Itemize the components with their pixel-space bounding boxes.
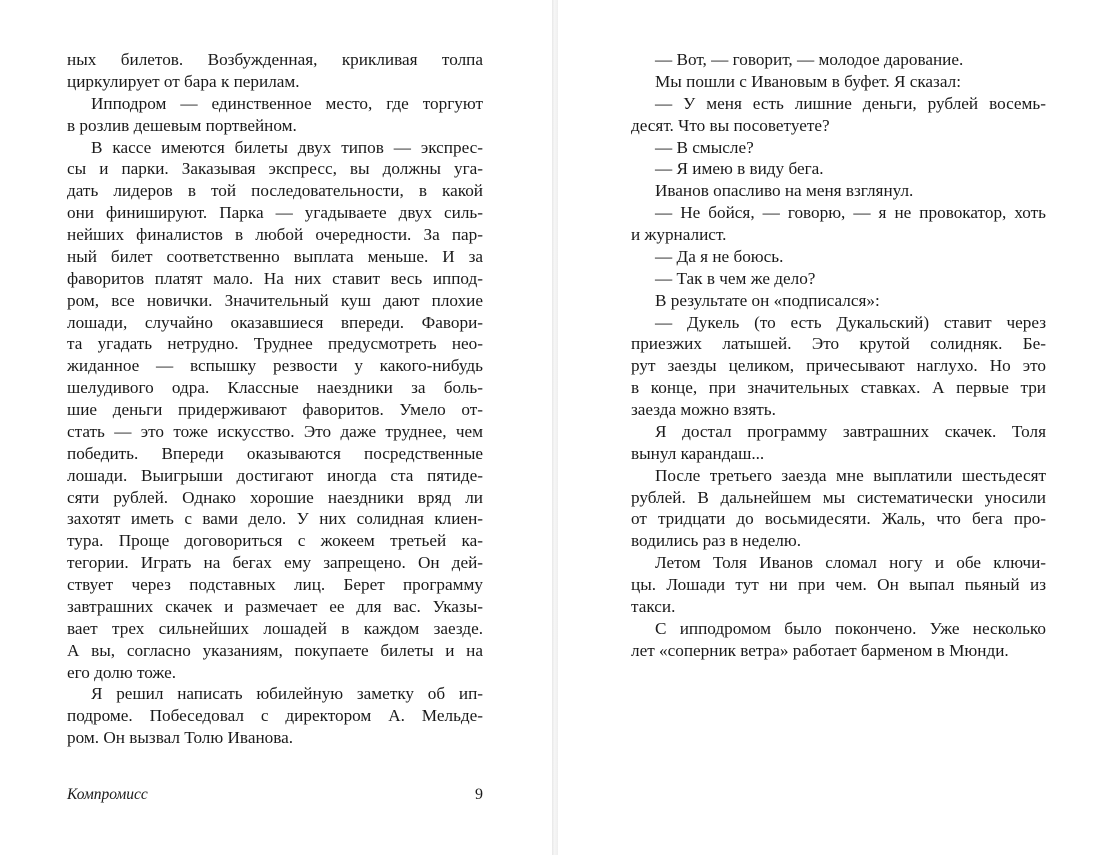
text-line: приезжих латышей. Это крутой солидняк. Бе- (631, 334, 1046, 354)
text-line: сы и парки. Заказывая экспресс, вы должны уга- (67, 159, 483, 179)
text-line: рублей. В дальнейшем мы систематически уносили (631, 487, 1046, 507)
text-line: тура. Проще договориться с жокеем третьей ка- (67, 531, 483, 551)
running-title: Компромисс (67, 786, 148, 803)
text-line: — Дукель (то есть Дукальский) ставит через (655, 312, 1046, 332)
text-line: в конце, при значительных ставках. А первые три (631, 378, 1046, 398)
right-page-body (631, 49, 1046, 662)
page-number: 9 (475, 786, 483, 803)
text-line: его долю тоже. (67, 662, 176, 682)
text-line: шие деньги придерживают фаворитов. Умело от- (67, 400, 483, 419)
text-line: от тридцати до восьмидесяти. Жаль, что бега про- (631, 509, 1046, 529)
text-line: шелудивого одра. Классные наездники за боль- (67, 378, 483, 398)
text-line: вынул карандаш... (631, 443, 765, 463)
text-line: подроме. Побеседовал с директором А. Мельде- (67, 706, 483, 726)
text-line: Я достал программу завтрашних скачек. Толя (655, 421, 1046, 441)
text-line: — Вот, — говорит, — молодое дарование. (655, 50, 964, 69)
text-line: Иванов опасливо на меня взглянул. (655, 181, 914, 201)
text-line: — Не бойся, — говорю, — я не провокатор, хоть (655, 203, 1046, 223)
right-page (558, 0, 1112, 855)
text-line: стать — это тоже искусство. Это даже труднее, чем (67, 421, 483, 441)
text-line: Ипподром — единственное место, где торгуют (91, 93, 483, 113)
text-line: в розлив дешевым портвейном. (67, 115, 297, 135)
text-line: вает трех сильнейших лошадей в каждом заезде. (67, 618, 483, 638)
text-line: ром, все новички. Значительный куш дают плохие (67, 290, 483, 310)
text-line: такси. (631, 596, 676, 616)
text-line: ствует через подставных лиц. Берет программу (67, 575, 483, 594)
text-line: та угадать нетрудно. Труднее предусмотреть нео- (67, 334, 483, 354)
text-line: ром. Он вызвал Толю Иванова. (67, 728, 294, 748)
text-line: ный билет соответственно выплата меньше. И за (67, 246, 483, 266)
text-line: заезда можно взять. (631, 400, 776, 419)
text-line: рут заезды целиком, причесывают наглухо. Но это (631, 356, 1046, 376)
text-line: завтрашних скачек и размечает ее для вас. Указы- (67, 596, 483, 616)
text-line: лошади. Выигрыши достигают иногда ста пятиде- (67, 465, 483, 485)
text-line: С ипподромом было покончено. Уже несколько (655, 618, 1046, 638)
text-line: лет «соперник ветра» работает барменом в Мюнди. (631, 640, 1009, 660)
text-line: нейших финалистов в любой очередности. За пар- (67, 225, 483, 244)
text-line: — Я имею в виду бега. (655, 159, 824, 179)
text-line: фаворитов платят мало. На них ставит весь иппод- (67, 268, 483, 288)
text-line: циркулирует от бара к перилам. (67, 71, 300, 91)
text-line: В результате он «подписался»: (655, 290, 880, 310)
text-line: дать лидеров в той последовательности, в какой (67, 181, 483, 201)
text-line: ных билетов. Возбужденная, крикливая толпа (67, 50, 483, 69)
text-line: В кассе имеются билеты двух типов — экспрес- (91, 137, 483, 157)
text-line: они финишируют. Парка — угадываете двух силь- (67, 203, 483, 223)
text-line: А вы, согласно указаниям, покупаете билеты и на (67, 640, 483, 660)
text-line: лошади, случайно оказавшиеся впереди. Фавори- (67, 312, 483, 332)
left-page (0, 0, 552, 855)
text-line: После третьего заезда мне выплатили шестьдесят (655, 465, 1046, 485)
text-line: водились раз в неделю. (631, 531, 801, 551)
text-line: цы. Лошади тут ни при чем. Он выпал пьяный из (631, 575, 1046, 594)
text-line: и журналист. (631, 225, 727, 244)
text-line: победить. Впереди оказываются посредственные (67, 443, 483, 463)
text-line: — В смысле? (655, 137, 754, 157)
text-line: — Так в чем же дело? (655, 268, 816, 288)
text-line: Летом Толя Иванов сломал ногу и обе ключи- (655, 553, 1046, 573)
text-line: захотят иметь с вами дело. У них солидная клиен- (67, 509, 483, 529)
text-line: Мы пошли с Ивановым в буфет. Я сказал: (655, 71, 961, 91)
text-line: сяти рублей. Однако хорошие наездники вряд ли (67, 487, 483, 507)
text-line: — У меня есть лишние деньги, рублей восемь- (655, 93, 1046, 113)
text-line: Я решил написать юбилейную заметку об ип- (91, 684, 483, 704)
text-line: десят. Что вы посоветуете? (631, 115, 830, 135)
left-page-body (67, 49, 483, 749)
text-line: жиданное — вспышку резвости у какого-нибудь (67, 356, 483, 376)
text-line: — Да я не боюсь. (655, 246, 784, 266)
text-line: тегории. Играть на бегах ему запрещено. Он дей- (67, 553, 483, 573)
